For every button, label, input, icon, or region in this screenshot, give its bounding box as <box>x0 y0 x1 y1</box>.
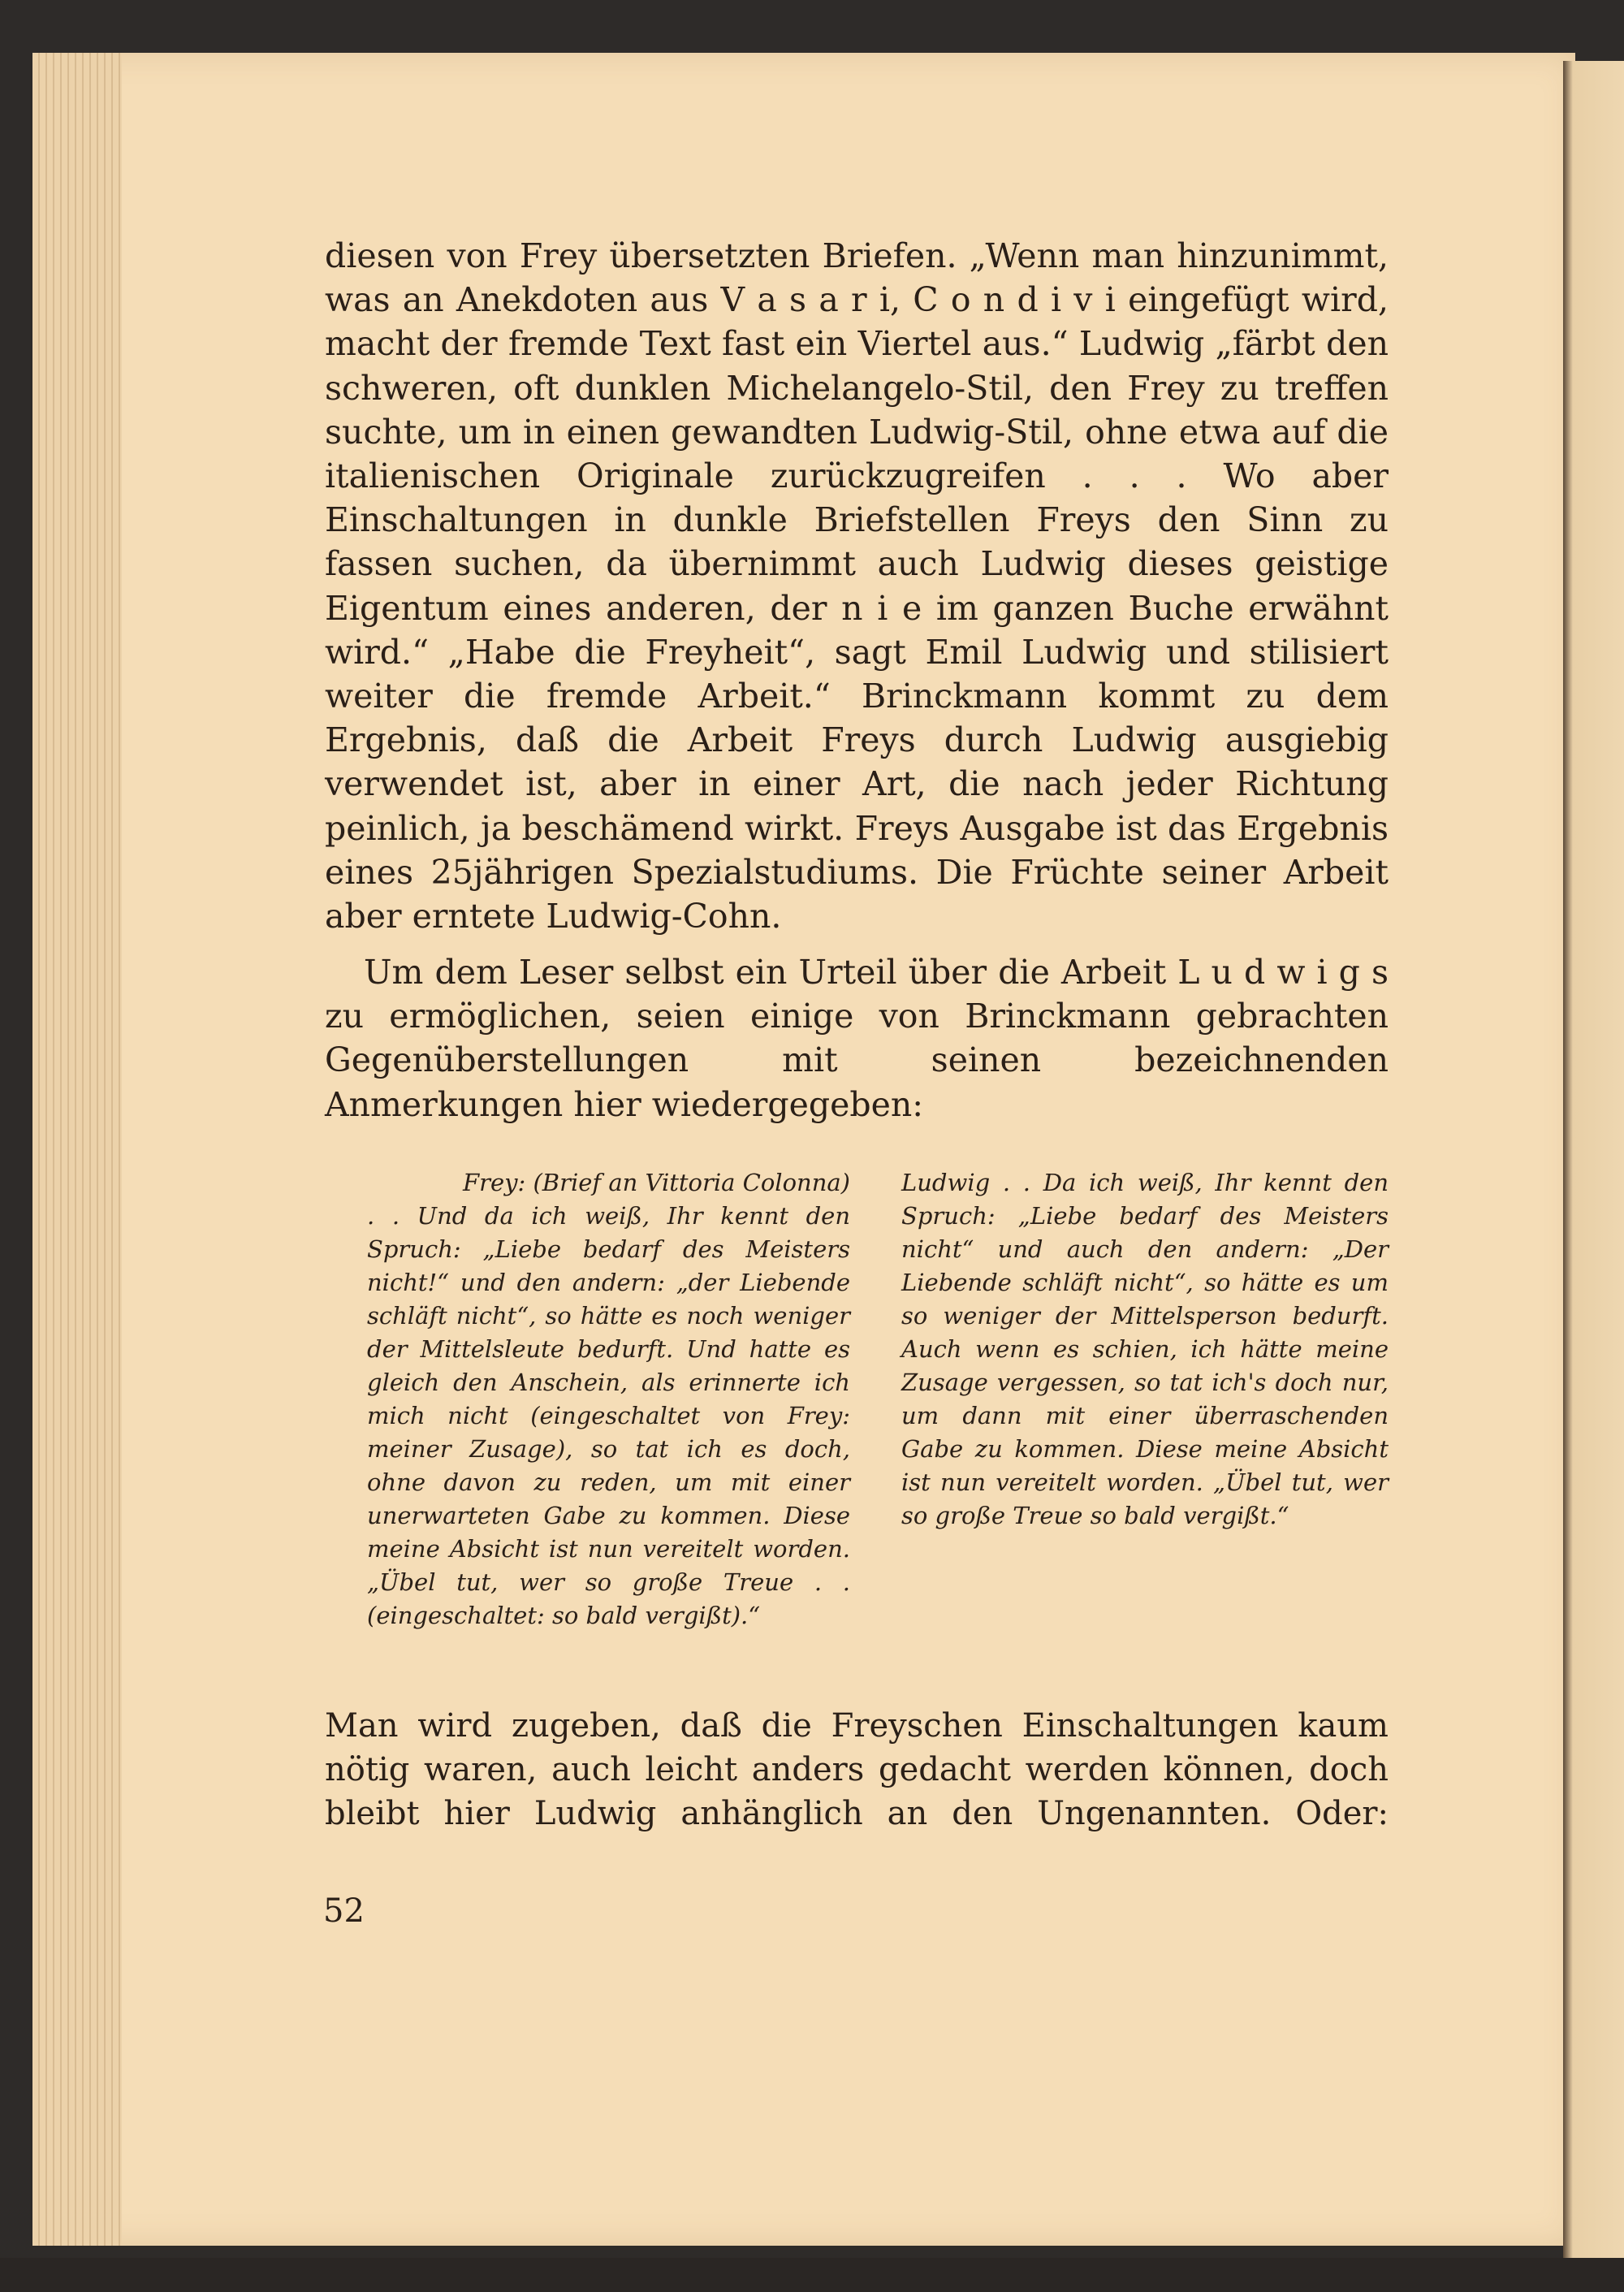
paragraph-3: Man wird zugeben, daß die Freyschen Einschaltungen kaum nötig waren, auch leicht anders gedacht werden können, doch bleibt hier Ludwig anhänglich an den Ungenannten. Oder: <box>325 1707 1389 1833</box>
paragraph-2: Um dem Leser selbst ein Urteil über die Arbeit L u d w i g s zu ermöglichen, seien einige von Brinckmann gebrachten Gegenüberstellungen mit seinen bezeichnenden Anmerkungen hier wiedergegeben: <box>325 953 1389 1124</box>
paragraph-1: diesen von Frey übersetzten Briefen. „Wenn man hinzunimmt, was an Anekdoten aus V a s a r i, C o n d i v i eingefügt wird, macht der fremde Text fast ein Viertel aus.“ Ludwig „färbt den schweren, oft dunklen Michelangelo-Stil, den Frey zu treffen suchte, um in einen gewandten Ludwig-Stil, ohne etwa auf die italienischen Originale zurückzugreifen . . . Wo aber Einschaltungen in dunkle Briefstellen Freys den Sinn zu fassen suchen, da übernimmt auch Ludwig dieses geistige Eigentum eines anderen, der n i e im ganzen Buche erwähnt wird.“ „Habe die Freyheit“, sagt Emil Ludwig und stilisiert weiter die fremde Arbeit.“ Brinckmann kommt zu dem Ergebnis, daß die Arbeit Freys durch Ludwig ausgiebig verwendet ist, aber in einer Art, die nach jeder Richtung peinlich, ja beschämend wirkt. Freys Ausgabe ist das Ergebnis eines 25jährigen Spezialstudiums. Die Früchte seiner Arbeit aber erntete Ludwig-Cohn. <box>325 236 1389 936</box>
page-number: 52 <box>323 1892 365 1930</box>
scan-background <box>0 2258 1624 2292</box>
frey-heading: Frey: (Brief an Vittoria Colonna) <box>462 1169 850 1196</box>
quote-column-ludwig <box>901 1166 1389 1533</box>
page-edges <box>32 53 122 2246</box>
quote-column-frey <box>367 1166 850 1633</box>
frey-quote-text: . . Und da ich weiß, Ihr kennt den Spruch: „Liebe bedarf des Meisters nicht!“ und den andern: „der Liebende schläft nicht“, so hätte es noch weniger der Mittelsleute bedurft. Und hatte es gleich den Anschein, als erinnerte ich mich nicht (eingeschaltet von Frey: meiner Zusage), so tat ich es doch, ohne davon zu reden, um mit einer unerwarteten Gabe zu kommen. Diese meine Absicht ist nun vereitelt worden. „Übel tut, wer so große Treue . . (eingeschaltet: so bald vergißt).“ <box>367 1202 850 1629</box>
book-spine <box>1563 61 1624 2270</box>
ludwig-quote-text: Ludwig . . Da ich weiß, Ihr kennt den Spruch: „Liebe bedarf des Meisters nicht“ und auch den andern: „Der Liebende schläft nicht“, so hätte es um so weniger der Mittelsperson bedurft. Auch wenn es schien, ich hätte meine Zusage vergessen, so tat ich's doch nur, um dann mit einer überraschenden Gabe zu kommen. Diese meine Absicht ist nun vereitelt worden. „Übel tut, wer so große Treue so bald vergißt.“ <box>901 1169 1389 1529</box>
